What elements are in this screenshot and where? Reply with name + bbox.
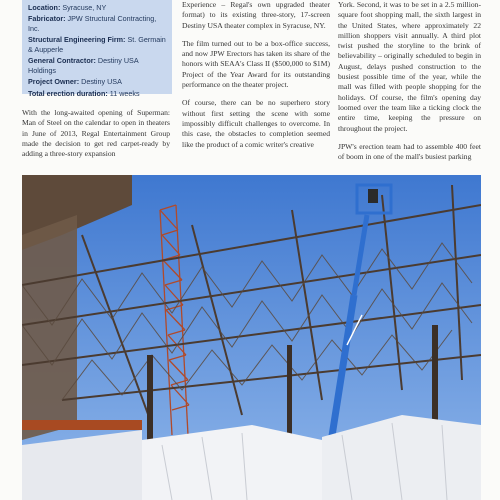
steel-frame-construction-image — [22, 175, 481, 500]
article-paragraph: JPW's erection team had to assemble 400 feet of boom in one of the mall's busiest parking — [338, 141, 481, 162]
general-contractor-row — [28, 56, 166, 75]
engineering-firm-value: St. Germain & Aupperle — [28, 35, 166, 54]
project-owner-label: Project Owner: — [28, 77, 80, 87]
general-contractor-value: Destiny USA Holdings — [28, 56, 139, 75]
erection-duration-row — [28, 89, 166, 99]
left-frame — [22, 215, 77, 440]
construction-photo — [22, 175, 481, 500]
fabricator-label: Fabricator: — [28, 14, 66, 24]
engineering-firm-row — [28, 35, 166, 54]
article-paragraph: With the long-awaited opening of Superman: Man of Steel on the calendar to open in theaters in June of 2013, Regal Entertainment Group made the decision to get red carpet-ready by adding a three-story expansion — [22, 108, 170, 159]
article-paragraph: York. Second, it was to be set in a 2.5 million-square foot shopping mall, the sixth largest in the United States, where approximately 22 million shoppers visit annually. A third plot twist pushed the storyline to the brink of believability – originally scheduled to begin in August, delays pushed construction to the busiest possible time of the year, while the mall was filled with people shopping for the holidays. Of course, the film's opening day loomed over the team like a ticking clock the entire time, keeping the pressure on throughout the project. — [338, 0, 481, 133]
general-contractor-label: General Contractor: — [28, 56, 96, 66]
article-column-1 — [22, 108, 170, 167]
location-label: Location: — [28, 3, 61, 12]
project-facts-box — [22, 0, 172, 98]
project-owner-row — [28, 77, 166, 87]
engineering-firm-label: Structural Engineering Firm: — [28, 35, 126, 45]
orange-beam — [22, 420, 142, 430]
erection-duration-value: 11 weeks — [109, 88, 140, 98]
article-column-2 — [182, 0, 330, 158]
erection-duration-label: Total erection duration: — [28, 88, 108, 98]
location-row — [28, 3, 166, 13]
article-paragraph: Experience – Regal's own upgraded theater format) to its existing three-story, 17-screen Destiny USA theater complex in Syracuse, NY. — [182, 0, 330, 30]
project-owner-value: Destiny USA — [81, 77, 122, 87]
fabricator-row — [28, 14, 166, 33]
article-column-3 — [338, 0, 481, 170]
fabricator-value: JPW Structural Contracting, Inc. — [28, 14, 157, 33]
article-paragraph: Of course, there can be no superhero story without first setting the scene with some impossibly difficult challenges to overcome. In this case, the obstacles to completion seemed like the product of a comic writer's creative — [182, 98, 330, 149]
article-paragraph: The film turned out to be a box-office success, and now JPW Erectors has taken its share of the honors with SEAA's Class II ($500,000 to $1M) Project of the Year Award for its outstanding performance on the theater project. — [182, 38, 330, 90]
location-value: Syracuse, NY — [62, 3, 107, 12]
